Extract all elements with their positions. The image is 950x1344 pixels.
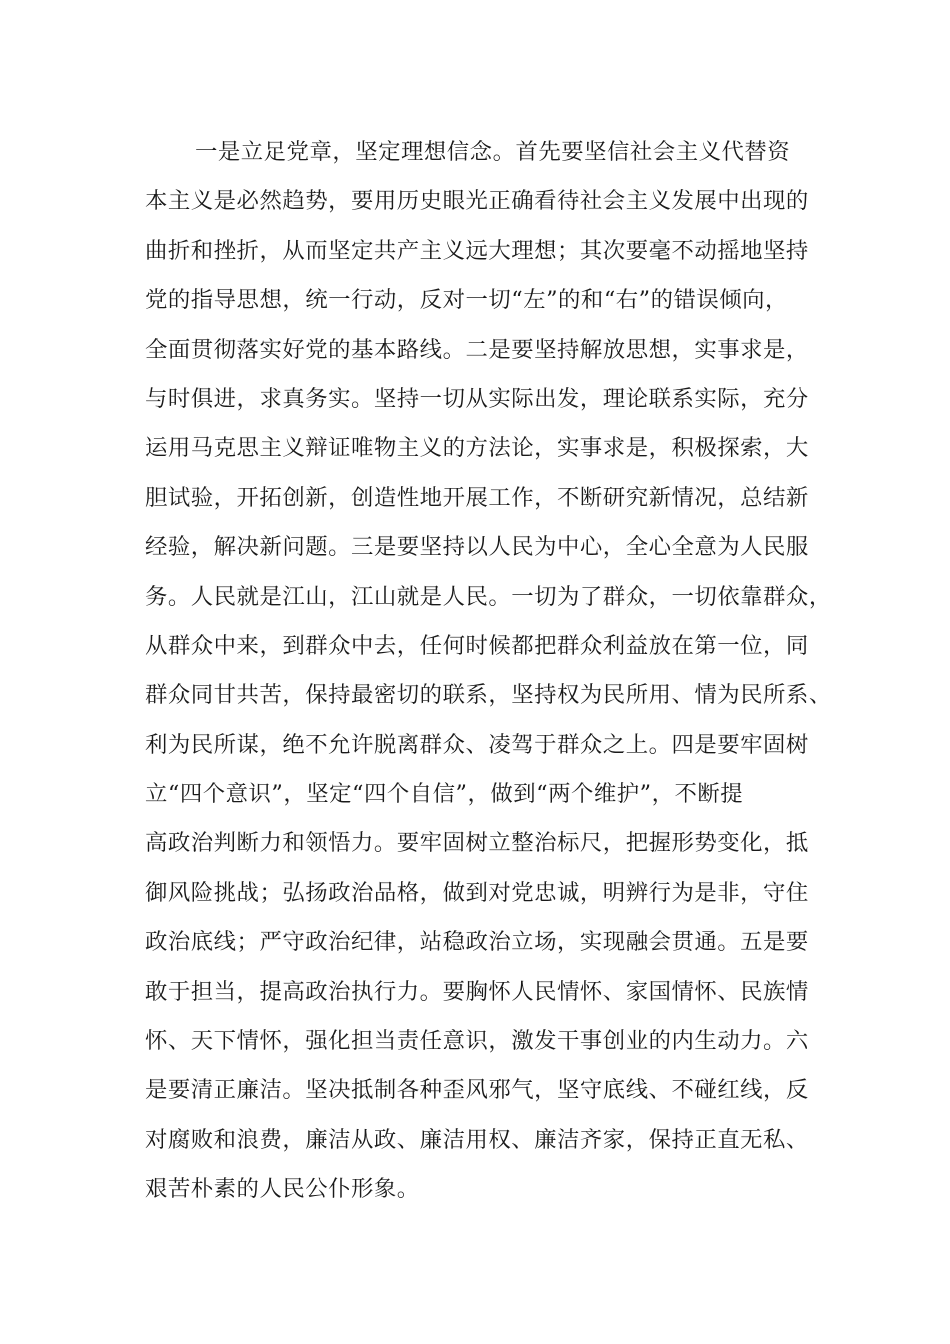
paragraph-line: 一是立足党章，坚定理想信念。首先要坚信社会主义代替资 xyxy=(195,139,791,165)
paragraph-line: 经验，解决新问题。三是要坚持以人民为中心，全心全意为人民服 xyxy=(145,534,809,561)
paragraph-line: 高政治判断力和领悟力。要牢固树立整治标尺，把握形势变化，抵 xyxy=(145,830,809,857)
paragraph-line: 怀、天下情怀，强化担当责任意识，激发干事创业的内生动力。六 xyxy=(145,1028,809,1055)
paragraph-line: 务。人民就是江山，江山就是人民。一切为了群众，一切依靠群众， xyxy=(145,583,832,610)
paragraph-line: 利为民所谋，绝不允许脱离群众、凌驾于群众之上。四是要牢固树 xyxy=(145,731,809,758)
paragraph-line: 本主义是必然趋势，要用历史眼光正确看待社会主义发展中出现的 xyxy=(145,188,809,215)
paragraph-line: 政治底线；严守政治纪律，站稳政治立场，实现融会贯通。五是要 xyxy=(145,929,809,956)
paragraph-line: 是要清正廉洁。坚决抵制各种歪风邪气，坚守底线、不碰红线，反 xyxy=(145,1077,809,1104)
paragraph-line: 运用马克思主义辩证唯物主义的方法论，实事求是，积极探索，大 xyxy=(145,435,809,462)
paragraph-line: 群众同甘共苦，保持最密切的联系，坚持权为民所用、情为民所系、 xyxy=(145,682,832,709)
paragraph-line: 曲折和挫折，从而坚定共产主义远大理想；其次要毫不动摇地坚持 xyxy=(145,237,809,264)
paragraph-line: 立“四个意识”，坚定“四个自信”，做到“两个维护”，不断提 xyxy=(145,781,744,808)
paragraph-line: 艰苦朴素的人民公仆形象。 xyxy=(145,1176,420,1203)
paragraph-line: 御风险挑战；弘扬政治品格，做到对党忠诚，明辨行为是非，守住 xyxy=(145,879,809,906)
paragraph-line: 从群众中来，到群众中去，任何时候都把群众利益放在第一位，同 xyxy=(145,632,809,659)
paragraph-line: 全面贯彻落实好党的基本路线。二是要坚持解放思想，实事求是， xyxy=(145,336,809,363)
paragraph-line: 胆试验，开拓创新，创造性地开展工作，不断研究新情况，总结新 xyxy=(145,484,809,511)
paragraph-line: 敢于担当，提高政治执行力。要胸怀人民情怀、家国情怀、民族情 xyxy=(145,978,809,1005)
paragraph-line: 与时俱进，求真务实。坚持一切从实际出发，理论联系实际，充分 xyxy=(145,385,809,412)
paragraph-line: 党的指导思想，统一行动，反对一切“左”的和“右”的错误倾向， xyxy=(145,287,788,314)
paragraph-line: 对腐败和浪费，廉洁从政、廉洁用权、廉洁齐家，保持正直无私、 xyxy=(145,1126,809,1153)
body-paragraph xyxy=(145,128,832,1215)
